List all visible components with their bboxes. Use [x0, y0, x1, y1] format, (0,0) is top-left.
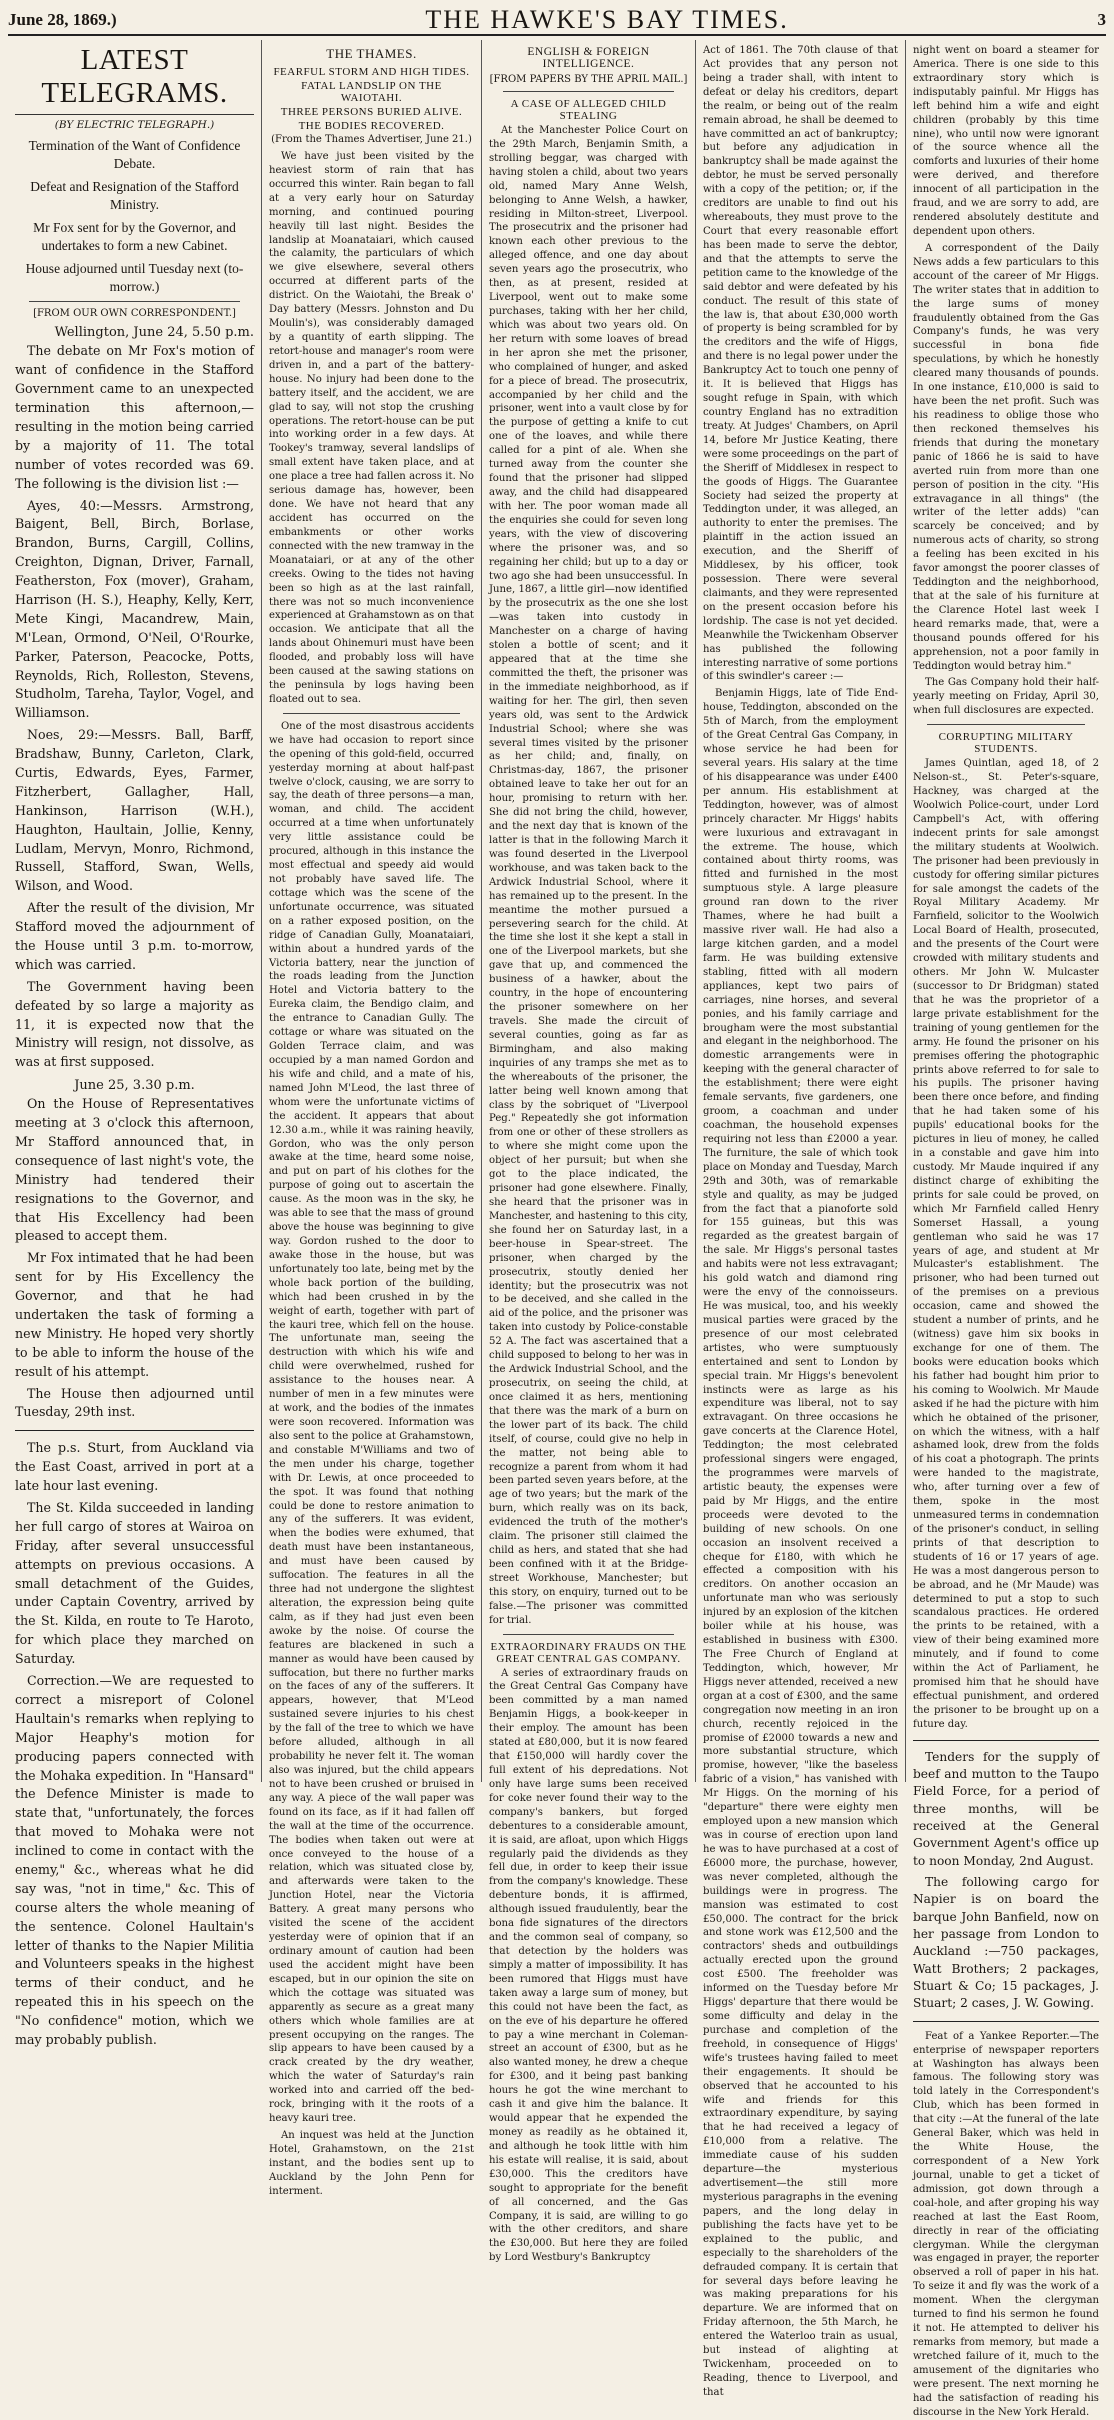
article-paragraph: Feat of a Yankee Reporter.—The enterprise of newspaper reporters at Washington has always been famous. The following story was told lately in the Correspondent's Club, which has been formed in that city :—At the funeral of the late General Baker, which was held in the White House, the correspondent of a New York journal, unable to get a ticket of admission, got down through a coal-hole, and after groping his way reached at last the East Room, directly in rear of the officiating clergyman. While the clergyman was engaged in prayer, the reporter observed a roll of paper in his hat. To seize it and fly was the work of a moment. When the clergyman turned to find his sermon he found it not. He attempted to deliver his remarks from memory, but made a wretched failure of it, much to the amusement of the dignitaries who were present. The next morning he had the satisfaction of reading his discourse in the New York Herald.	[913, 2030, 1099, 2418]
article-paragraph: Ayes, 40:—Messrs. Armstrong, Baigent, Bell, Birch, Borlase, Brandon, Burns, Cargill, Collins, Creighton, Dignan, Driver, Farnall, Featherston, Fox (mover), Graham, Harrison (H. S.), Heaphy, Kelly, Kerr, Mete Kingi, Macandrew, Main, M'Lean, Ormond, O'Neil, O'Rourke, Parker, Paterson, Peacocke, Potts, Reynolds, Rich, Rolleston, Stevens, Studholm, Tareha, Taylor, Vogel, and Williamson.	[15, 497, 254, 721]
article-paragraph: James Quintlan, aged 18, of 2 Nelson-st., St. Peter's-square, Hackney, was charged at the Woolwich Police-court, under Lord Campbell's Act, with offering indecent prints for sale amongst the military students at Woolwich. The prisoner had been previously in custody for offering similar pictures for sale amongst the cadets of the Royal Military Academy. Mr Farnfield, solicitor to the Woolwich Local Board of Health, prosecuted, and the presents of the Court were crowded with military students and others. Mr John W. Mulcaster (successor to Dr Bridgman) stated that he was the proprietor of a large private establishment for the training of young gentlemen for the army. He found the prisoner on his premises offering the photographic prints above referred to for sale to his pupils. The prisoner having been there once before, and finding that he had taken some of his pupils' educational books for the pictures in lieu of money, he called in a constable and gave him into custody. Mr Maude inquired if any distinct charge of exhibiting the prints for sale could be proved, on which Mr Farnfield called Henry Somerset Hassall, a young gentleman who said he was 17 years of age, and student at Mr Mulcaster's establishment. The prisoner, who had been turned out of the premises on a previous occasion, came and showed the student a number of prints, and he (witness) gave him six books in exchange for one of them. The books were education books which his father had bought him prior to his coming to Woolwich. Mr Maude asked if he had the picture with him which he obtained of the prisoner, on which the witness, with a half ashamed look, drew from the folds of his coat a photograph. The prints were handed to the magistrate, who, after turning over a few of them, spoke in the most unmeasured terms in condemnation of the prisoner's conduct, in selling prints of that description to students of 16 or 17 years of age. He was a most dangerous person to be abroad, and he (Mr Maude) was determined to put a stop to such scandalous practices. He ordered the prints to be retained, with a view of their being examined more minutely, and if found to come within the Act of Parliament, he promised him that he should have effectual punishment, and ordered the prisoner to be brought up on a future day.	[913, 758, 1099, 1730]
divider	[913, 2021, 1099, 2022]
divider	[503, 91, 674, 92]
article-paragraph: The House then adjourned until Tuesday, 29th inst.	[15, 1385, 254, 1420]
article-paragraph: Act of 1861. The 70th clause of that Act provides that any person not being a trader shall, with intent to defeat or delay his creditors, depart the realm, or being out of the realm remain abroad, he shall be deemed to have committed an act of bankruptcy; but before any adjudication in bankruptcy shall be made against the debtor, he must be served personally with a copy of the petition; or, if the creditors are unable to find out his whereabouts, they must prove to the Court that every reasonable effort has been made to serve the debtor, and that the attempts to serve the petition came to the knowledge of the said debtor and were defeated by his conduct. The result of this state of the law is, that about £30,000 worth of property is being scrambled for by the creditors and the wife of Higgs, and there is no legal power under the Bankruptcy Act to touch one penny of it. It is believed that Higgs has sought refuge in Spain, with which country England has no extradition treaty. At Judges' Chambers, on April 14, before Mr Justice Keating, there were some proceedings on the part of the Sheriff of Middlesex in respect to the goods of Higgs. The Guarantee Society had seized the property at Teddington under, it was alleged, an authority to enter the premises. The plaintiff in the action issued an execution, and the Sheriff of Middlesex, by his officer, took possession. There were several claimants, and they were represented on the present occasion before his lordship. The case is not yet decided. Meanwhile the Twickenham Observer has published the following interesting narrative of some portions of this swindler's career :—	[703, 45, 898, 683]
article-paragraph: At the Manchester Police Court on the 29th March, Benjamin Smith, a strolling beggar, was charged with having stolen a child, about two years old, named Mary Anne Welsh, belonging to Anne Welsh, a hawker, residing in Milton-street, Liverpool. The prosecutrix and the prisoner had known each other previous to the alleged offence, and one day about seven years ago the prosecutrix, who then, as at present, resided at Liverpool, went out to make some purchases, taking with her her child, which was about two years old. On her return with some loaves of bread in her apron she met the prisoner, who complained of hunger, and asked for a piece of bread. The prosecutrix, accompanied by her child and the prisoner, went into a vault close by for the purpose of getting a knife to cut one of the loaves, and while there called for a pint of ale. When she turned away from the counter she found that the prisoner had slipped away, and the child had disappeared with her. The poor woman made all the enquiries she could for seven long years, with the view of discovering where the prisoner was, and so regaining her child; but up to a day or two ago she had been unsuccessful. In June, 1867, a little girl—now identified by the prosecutrix as the one she lost—was taken into custody in Manchester on a charge of having stolen a bottle of scent; and it appeared that at the time she committed the theft, the prisoner was in the immediate neighborhood, as if waiting for her. The girl, then seven years old, was sent to the Ardwick Industrial School; where she was several times visited by the prisoner as her child; and, finally, on Christmas-day, 1867, the prisoner obtained leave to take her out for an hour, promising to return with her. She did not bring the child, however, and the next day that is known of the latter is that in the following March it was found deserted in the Liverpool workhouse, and was taken back to the Ardwick Industrial School, where it has remained up to the present. In the meantime the mother pursued a persevering search for the child. At the time she lost it she kept a stall in one of the Liverpool markets, but she gave that up, and commenced the business of a hawker, about the country, in the hope of encountering the prisoner somewhere on her travels. She made the circuit of several counties, going as far as Birmingham, and also making inquiries of any tramps she met as to the whereabouts of the prisoner, the latter being well known among that class by the sobriquet of "Liverpool Peg." Repeatedly she got information from one or other of these strollers as to where she might come upon the object of her pursuit; but when she got to the place indicated, the prisoner had gone elsewhere. Finally, she heard that the prisoner was in Manchester, and hastening to this city, she found her on Saturday last, in a beer-house in Spear-street. The prisoner, when charged by the prosecutrix, stoutly denied her identity; but the prosecutrix was not to be deceived, and she called in the aid of the police, and the prisoner was taken into custody by Police-constable 52 A. The fact was ascertained that a child supposed to belong to her was in the Ardwick Industrial School, and the prosecutrix, on seeing the child, at once claimed it as hers, mentioning that there was the mark of a burn on the lower part of its back. The child itself, of course, could give no help in the matter, not being able to recognize a parent from whom it had been parted seven years before, at the age of two years; but the mark of the burn, which really was on its back, evidenced the truth of the mother's claim. The prisoner still claimed the child as hers, and stated that she had been confined with it at the Bridge-street Workhouse, Manchester; but this story, on enquiry, turned out to be false.—The prisoner was committed for trial.	[489, 125, 688, 1626]
issue-date: June 28, 1869.)	[8, 10, 117, 29]
column-1	[8, 40, 262, 2047]
column-2	[262, 40, 482, 2197]
column-3	[482, 40, 696, 2264]
article-paragraph: We have just been visited by the heaviest storm of rain that has occurred this winter. Rain began to fall at a very early hour on Saturday morning, and continued pouring heavily till last night. Besides the landslip at Moanataiari, which caused the calamity, the particulars of which we give elsewhere, several others occurred at different parts of the district. On the Waiotahi, the Break o' Day battery (Messrs. Johnston and Du Moulin's), was considerably damaged by a quantity of earth slipping. The retort-house and manager's room were driven in, and a part of the battery-house. No injury had been done to the battery itself, and the accident, we are glad to say, will not stop the crushing operations. The retort-house can be put into working order in a few days. At Tookey's tramway, several landslips of small extent have taken place, and at one place a tree had fallen across it. No serious damage has, however, been done. We have not heard that any accident has occurred on the embankments or other works connected with the new tramway in the Moanataiari, or at any of the other creeks. Owing to the tides not having been so high as at the last rainfall, there was not so much inconvenience experienced at Grahamstown as on that occasion. We anticipate that all the lands about Ohinemuri must have been flooded, and probably loss will have been caused at the sawing stations on the peninsula by logs having been floated out to sea.	[269, 151, 474, 705]
article-paragraph: A series of extraordinary frauds on the Great Central Gas Company have been committed by a man named Benjamin Higgs, a book-keeper in their employ. The amount has been stated at £80,000, but it is now feared that £150,000 will hardly cover the full extent of his depredations. Not only have large sums been received for coke never found their way to the company's bankers, but forged debentures to a considerable amount, it is said, are afloat, upon which Higgs regularly paid the dividends as they fell due, in order to keep their issue from the company's knowledge. These debenture bonds, it is affirmed, although issued fraudulently, bear the bona fide signatures of the directors and the common seal of company, so that detection by the holders was simply a matter of impossibility. It has been rumored that Higgs must have taken away a large sum of money, but this could not have been the fact, as on the eve of his departure he offered to pay a wine merchant in Coleman-street an account of £300, but as he also wanted money, he drew a cheque for £300, and it being past banking hours he got the wine merchant to cash it and give him the balance. It would appear that he expended the money as readily as he obtained it, and although he took little with him his estate will realise, it is said, about £30,000. This the creditors have sought to appropriate for the benefit of all concerned, and the Gas Company, it is said, are willing to go with the other creditors, and share the £30,000. But here they are foiled by Lord Westbury's Bankruptcy	[489, 1667, 688, 2264]
headline: Defeat and Resignation of the Stafford Ministry.	[30, 179, 239, 212]
notice-paragraph: The following cargo for Napier is on board the barque John Banfield, now on her passage from London to Auckland :—750 packages, Watt Brothers; 2 packages, Stuart & Co; 15 packages, J. Stuart; 2 cases, J. W. Gowing.	[913, 1875, 1099, 2011]
thames-heading: THE THAMES.	[326, 46, 417, 61]
columns	[8, 40, 1106, 2418]
subheading: CORRUPTING MILITARY STUDENTS.	[938, 731, 1074, 756]
article-paragraph: One of the most disastrous accidents we have had occasion to report since the opening of this gold-field, occurred yesterday morning at about half-past twelve o'clock, causing, we are sorry to say, the death of three persons—a man, woman, and child. The accident occurred at a time when unfortunately very little assistance could be procured, although in this instance the most effectual and speedy aid would not probably have saved life. The cottage which was the scene of the unfortunate occurrence, was situated on a rather exposed position, on the ridge of Canadian Gully, Moanataiari, within about a hundred yards of the Victoria battery, near the junction of the roads leading from the Junction Hotel and Victoria battery to the Eureka claim, the Bendigo claim, and the entrance to Canadian Gully. The cottage or whare was situated on the Golden Terrace claim, and was occupied by a man named Gordon and his wife and child, and a mate of his, named John M'Leod, the last three of whom were the unfortunate victims of the accident. It appears that about 12.30 a.m., while it was raining heavily, Gordon, who was the only person awake at the time, heard some noise, and put on part of his clothes for the purpose of going out to ascertain the cause. As the moon was in the sky, he was able to see that the mass of ground above the house was beginning to give way. Gordon rushed to the door to awake those in the house, but was unfortunately too late, being met by the whole back portion of the building, which had been crushed in by the weight of earth, together with part of the kauri tree, which fell on the house. The unfortunate man, seeing the destruction with which his wife and child were overwhelmed, rushed for assistance to the houses near. A number of men in a few minutes were at work, and the bodies of the inmates were soon recovered. Information was also sent to the police at Grahamstown, and constable M'Williams and two of the men under his charge, together with Dr. Lewis, at once proceeded to the spot. It was found that nothing could be done to restore animation to any of the sufferers. It was evident, when the bodies were exhumed, that death must have been instantaneous, and must have been caused by suffocation. The features in all the three had not undergone the slightest alteration, the expression being quite calm, as if they had just even been awoke by the noise. Of course the features are blackened in such a manner as would have been caused by suffocation, but there no further marks on the faces of any of the sufferers. It appears, however, that M'Leod sustained severe injuries to his chest by the fall of the tree to which we have before alluded, although in all probability he never felt it. The woman also was injured, but the child appears not to have been crushed or bruised in any way. A piece of the wall paper was found on its face, as if it had fallen off the wall at the time of the occurrence. The bodies when taken out were at once conveyed to the house of a relation, which was situated close by, and afterwards were taken to the Junction Hotel, near the Victoria Battery. A great many persons who visited the scene of the accident yesterday were of opinion that if an ordinary amount of caution had been used the accident might have been escaped, but in our opinion the site on which the cottage was situated was apparently as secure as a great many others which whole families are at present occupying on the ranges. The slip appears to have been caused by a crack created by the dry weather, which the water of Saturday's rain worked into and carried off the bed-rock, bringing with it the roots of a heavy kauri tree.	[269, 720, 474, 2125]
newspaper-title: THE HAWKE'S BAY TIMES.	[425, 5, 789, 34]
divider	[283, 713, 460, 714]
divider	[503, 1634, 674, 1635]
foreign-intelligence-heading: ENGLISH & FOREIGN INTELLIGENCE.	[527, 46, 650, 70]
column-5	[906, 40, 1106, 2418]
article-paragraph: Correction.—We are requested to correct a misreport of Colonel Haultain's remarks when replying to Major Heaphy's motion for producing papers connected with the Mohaka expedition. In "Hansard" the Defence Minister is made to state that, "unfortunately, the forces that moved to Mohaka were not inclined to come in contact with the enemy," &c., whereas what he did say was, "not in time," &c. This of course alters the whole meaning of the sentence. Colonel Haultain's letter of thanks to the Napier Militia and Volunteers speaks in the highest terms of their conduct, and he repeated this in his speech on the "No confidence" motion, which we may probably publish.	[15, 1673, 254, 2047]
article-paragraph: An inquest was held at the Junction Hotel, Grahamstown, on the 21st instant, and the bodies sent up to Auckland by the John Penn for interment.	[269, 2129, 474, 2197]
notice-paragraph: Tenders for the supply of beef and mutton to the Taupo Field Force, for a period of three months, will be received at the General Government Agent's office up to noon Monday, 2nd August.	[913, 1749, 1099, 1868]
article-paragraph: The debate on Mr Fox's motion of want of confidence in the Stafford Government came to an unexpected termination this afternoon,—resulting in the motion being carried by a majority of 11. The total number of votes recorded was 69. The following is the division list :—	[15, 343, 254, 491]
subheading: EXTRAORDINARY FRAUDS ON THE GREAT CENTRAL GAS COMPANY.	[490, 1640, 687, 1665]
headline: Termination of the Want of Confidence Debate.	[28, 138, 241, 171]
divider	[927, 724, 1085, 725]
article-paragraph: Noes, 29:—Messrs. Ball, Barff, Bradshaw, Bunny, Carleton, Clark, Curtis, Edwards, Eyes, Farmer, Fitzherbert, Gallagher, Hall, Hankinson, Harrison (W.H.), Haughton, Haultain, Jollie, Kenny, Ludlam, Mervyn, Monro, Richmond, Russell, Stafford, Swan, Wells, Wilson, and Wood.	[15, 727, 254, 894]
subheading: THREE PERSONS BURIED ALIVE.	[280, 106, 463, 118]
subheading: FATAL LANDSLIP ON THE WAIOTAHI.	[301, 80, 442, 104]
divider	[29, 301, 240, 302]
article-paragraph: Mr Fox intimated that he had been sent for by His Excellency the Governor, and that he had undertaken the task of forming a new Ministry. He hoped very shortly to be able to inform the house of the result of his attempt.	[15, 1250, 254, 1379]
dateline: Wellington, June 24, 5.50 p.m.	[54, 325, 254, 341]
article-paragraph: The Gas Company hold their half-yearly meeting on Friday, April 30, when full disclosures are expected.	[913, 677, 1099, 717]
telegraph-dek: (BY ELECTRIC TELEGRAPH.)	[54, 119, 215, 131]
correspondent-source: [FROM OUR OWN CORRESPONDENT.]	[33, 308, 236, 320]
page-number: 3	[1097, 10, 1106, 29]
article-source: (From the Thames Advertiser, June 21.)	[271, 134, 472, 145]
divider	[913, 1740, 1099, 1741]
article-paragraph: On the House of Representatives meeting at 3 o'clock this afternoon, Mr Stafford announced that, in consequence of last night's vote, the Ministry had tendered their resignations to the Governor, and that His Excellency had been pleased to accept them.	[15, 1096, 254, 1244]
dateline: June 25, 3.30 p.m.	[74, 1078, 195, 1094]
latest-telegrams-heading: LATEST TELEGRAMS.	[15, 44, 254, 115]
headline: Mr Fox sent for by the Governor, and undertakes to form a new Cabinet.	[33, 220, 236, 253]
article-paragraph: The Government having been defeated by so large a majority as 11, it is expected now that the Ministry will resign, not dissolve, as was at first supposed.	[15, 978, 254, 1070]
article-paragraph: The St. Kilda succeeded in landing her full cargo of stores at Wairoa on Friday, after several unsuccessful attempts on previous occasions. A small detachment of the Guides, under Captain Coventry, arrived by the St. Kilda, en route to Te Haroto, for which place they marched on Saturday.	[15, 1500, 254, 1667]
article-paragraph: Benjamin Higgs, late of Tide End-house, Teddington, absconded on the 5th of March, from the employment of the Great Central Gas Company, in whose service he had been for several years. His salary at the time of his disappearance was under £400 per annum. His establishment at Teddington, however, was of almost princely character. Mr Higgs' habits were luxurious and extravagant in the extreme. The house, which contained about thirty rooms, was fitted and furnished in the most sumptuous style. A large pleasure ground ran down to the river Thames, where he had built a massive river wall. He had also a large kitchen garden, and a model farm. He was building extensive stabling, fitted with all modern appliances, kept two pairs of carriages, nine horses, and several ponies, and his family carriage and brougham were the most substantial and elegant in the neighborhood. The domestic arrangements were in keeping with the general character of the establishment; there were eight female servants, five gardeners, one groom, a coachman and under coachman, the household expenses requiring not less than £2000 a year. The furniture, the sale of which took place on Monday and Tuesday, March 29th and 30th, was of remarkable style and quality, as may be judged from the fact that a pianoforte sold for 155 guineas, but this was regarded as the greatest bargain of the sale. Mr Higgs's personal tastes and habits were not less extravagant; his gold watch and diamond ring were the envy of the connoisseurs. He was musical, too, and his weekly musical parties were graced by the presence of our most celebrated artistes, who were sumptuously entertained and sent to London by special train. Mr Higgs's benevolent instincts were as large as his expenditure was liberal, not to say extravagant. On three occasions he gave concerts at the Clarence Hotel, Teddington; the most celebrated professional singers were engaged, the programmes were marvels of artistic beauty, the expenses were paid by Mr Higgs, and the entire proceeds were devoted to the building of new schools. On one occasion an insolvent received a cheque for £180, with which he effected a composition with his creditors. On another occasion an unfortunate man who was seriously injured by an explosion of the kitchen boiler while at his house, was established in business with £300. The Free Church of England at Teddington, which, however, Mr Higgs never attended, received a new organ at a cost of £300, and the same congregation now meeting in an iron church, recently rejoiced in the promise of £2000 towards a new and more substantial structure, which promise, however, "like the baseless fabric of a vision," has vanished with Mr Higgs. On the morning of his "departure" there were eighty men employed upon a new mansion which was in course of erection upon land he was to have purchased at a cost of £6000 more, the purchase, however, was never completed, although the buildings were in progress. The mansion was estimated to cost £50,000. The contract for the brick and stone work was £12,500 and the contractors' sheds and outbuildings actually erected upon the ground cost £500. The freeholder was informed on the Tuesday before Mr Higgs' departure that there would be some difficulty and delay in the purchase and completion of the freehold, in consequence of Higgs' wife's trustees having failed to meet their engagements. It should be observed that he accounted to his wife and friends for this extraordinary expenditure, by saying that he had received a legacy of £10,000 from a relative. The immediate cause of his sudden departure—the mysterious advertisement—the still more mysterious paragraphs in the evening papers, and the long delay in publishing the facts have yet to be explained to the public, and especially to the shareholders of the defrauded company. It is certain that for several days before leaving he was making preparations for his departure. We are informed that on Friday afternoon, the 5th March, he entered the Waterloo train as usual, but instead of alighting at Twickenham, proceeded on to Reading, thence to Liverpool, and that	[703, 688, 898, 2398]
masthead	[8, 6, 1106, 36]
article-source: [FROM PAPERS BY THE APRIL MAIL.]	[489, 74, 688, 85]
divider	[15, 1430, 254, 1431]
article-paragraph: A correspondent of the Daily News adds a few particulars to this account of the career of Mr Higgs. The writer states that in addition to the large sums of money fraudulently obtained from the Gas Company's funds, he was very successful in bona fide speculations, by which he honestly cleared many thousands of pounds. In one instance, £10,000 is said to have been the net profit. Such was his readiness to oblige those who then reckoned themselves his friends that during the monetary panic of 1866 he is said to have averted ruin from more than one person of position in the city. "His extravagance in all things" (the writer of the letter adds) "can scarcely be conceived; and by numerous acts of charity, so strong a feeling has been excited in his favor amongst the poorer classes of Teddington and the neighborhood, that at the sale of his furniture at the Clarence Hotel last week I heard remarks made, that, were a thousand pounds offered for his apprehension, not a poor family in Teddington would betray him."	[913, 242, 1099, 672]
article-paragraph: The p.s. Sturt, from Auckland via the East Coast, arrived in port at a late hour last evening.	[15, 1440, 254, 1494]
subheading: A CASE OF ALLEGED CHILD STEALING	[510, 98, 667, 122]
article-paragraph: night went on board a steamer for America. There is one side to this extraordinary story which is indisputably painful. Mr Higgs has left behind him a wife and eight children (probably by this time nine), who until now were ignorant of the source whence all the comforts and luxuries of their home were derived, and therefore innocent of all participation in the fraud, and we are sorry to add, are rendered absolutely destitute and dependent upon others.	[913, 45, 1099, 237]
article-paragraph: After the result of the division, Mr Stafford moved the adjournment of the House until 3 p.m. to-morrow, which was carried.	[15, 900, 254, 972]
subheading: FEARFUL STORM AND HIGH TIDES.	[273, 66, 470, 78]
column-4	[696, 40, 906, 2398]
headline: House adjourned until Tuesday next (to-morrow.)	[25, 261, 244, 294]
subheading: THE BODIES RECOVERED.	[298, 120, 445, 132]
